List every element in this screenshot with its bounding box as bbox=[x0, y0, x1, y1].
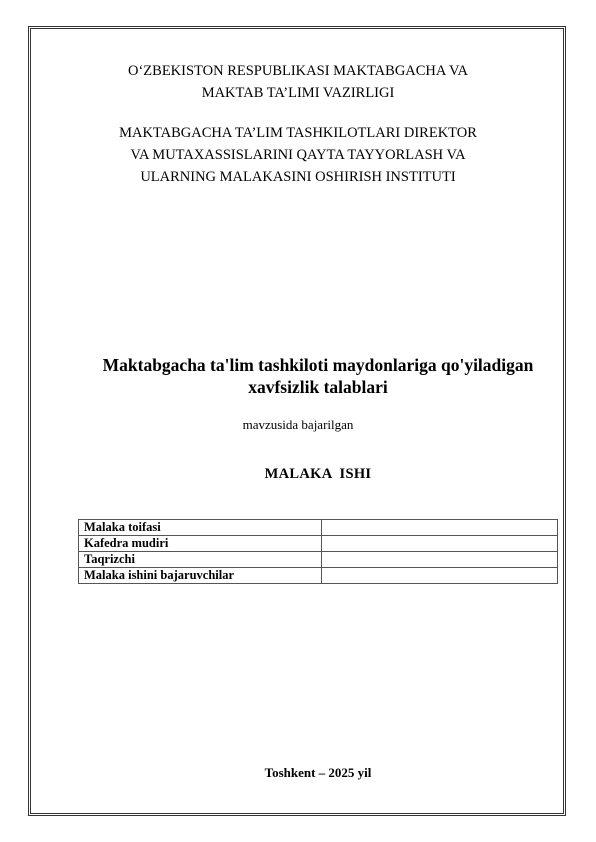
topic-title bbox=[70, 354, 566, 398]
row-label: Taqrizchi bbox=[79, 552, 322, 568]
row-label: Malaka ishini bajaruvchilar bbox=[79, 568, 322, 584]
table-row bbox=[79, 520, 558, 536]
city-year: Toshkent – 2025 yil bbox=[264, 765, 372, 780]
topic-title-line-1: Maktabgacha ta'lim tashkiloti maydonlariga qo'yiladigan bbox=[102, 355, 534, 375]
work-type-heading: MALAKA ISHI bbox=[264, 466, 372, 482]
ministry-heading bbox=[60, 60, 536, 104]
row-value bbox=[322, 552, 558, 568]
ministry-line-2: MAKTAB TA’LIMI VAZIRLIGI bbox=[201, 85, 395, 101]
row-label: Malaka toifasi bbox=[79, 520, 322, 536]
topic-title-line-2: xavfsizlik talablari bbox=[248, 377, 388, 397]
row-value bbox=[322, 536, 558, 552]
institute-heading bbox=[60, 122, 536, 188]
institute-line-1: MAKTABGACHA TA’LIM TASHKILOTLARI DIREKTOR bbox=[119, 125, 477, 141]
info-table bbox=[78, 519, 558, 584]
institute-line-3: ULARNING MALAKASINI OSHIRISH INSTITUTI bbox=[140, 169, 456, 185]
table-row bbox=[79, 536, 558, 552]
row-label: Kafedra mudiri bbox=[79, 536, 322, 552]
topic-subtitle: mavzusida bajarilgan bbox=[242, 417, 354, 432]
row-value bbox=[322, 568, 558, 584]
table-row bbox=[79, 552, 558, 568]
institute-line-2: VA MUTAXASSISLARINI QAYTA TAYYORLASH VA bbox=[130, 147, 466, 163]
ministry-line-1: O‘ZBEKISTON RESPUBLIKASI MAKTABGACHA VA bbox=[127, 63, 469, 79]
table-row bbox=[79, 568, 558, 584]
row-value bbox=[322, 520, 558, 536]
